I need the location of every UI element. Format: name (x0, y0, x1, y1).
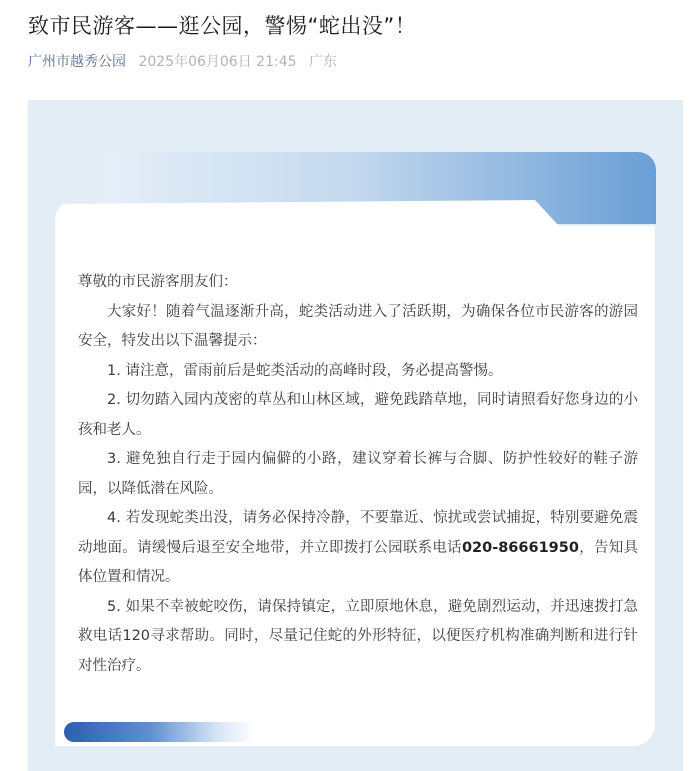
tip-3: 3. 避免独自行走于园内偏僻的小路，建议穿着长裤与合脚、防护性较好的鞋子游园，以降低潜在风险。 (78, 451, 638, 497)
tip-1: 1. 请注意，雷雨前后是蛇类活动的高峰时段，务必提高警惕。 (107, 362, 503, 379)
notice-footer-bar (64, 722, 254, 742)
tip-5: 5. 如果不幸被蛇咬伤，请保持镇定，立即原地休息，避免剧烈运动，并迅速拨打急救电话120寻求帮助。同时，尽量记住蛇的外形特征，以便医疗机构准确判断和进行针对性治疗。 (78, 598, 638, 674)
tip-2: 2. 切勿踏入园内茂密的草丛和山林区域，避免践踏草地，同时请照看好您身边的小孩和老人。 (78, 392, 638, 438)
article-title: 致市民游客——逛公园，警惕“蛇出没”！ (28, 14, 417, 38)
tip-4-text-end: ，告知具体位置和情况。 (78, 539, 639, 585)
intro-paragraph: 大家好！随着气温逐渐升高，蛇类活动进入了活跃期，为确保各位市民游客的游园安全，特发出以下温馨提示： (78, 303, 638, 349)
greeting-text: 尊敬的市民游客朋友们： (78, 274, 238, 290)
tip-4-text: 4. 若发现蛇类出没，请务必保持冷静，不要靠近、惊扰或尝试捕捉，特别要避免震动地面。请缓慢后退至安全地带，并立即拨打公园联系电话 (78, 510, 638, 556)
tip-4 (78, 504, 638, 593)
publish-location: 广东 (308, 54, 337, 70)
article-meta (28, 51, 337, 71)
account-name-link[interactable]: 广州市越秀公园 (28, 54, 126, 70)
publish-date: 2025年06月06日 21:45 (138, 54, 297, 70)
park-phone-number[interactable]: 020-86661950 (461, 539, 579, 556)
notice-content (78, 268, 638, 681)
